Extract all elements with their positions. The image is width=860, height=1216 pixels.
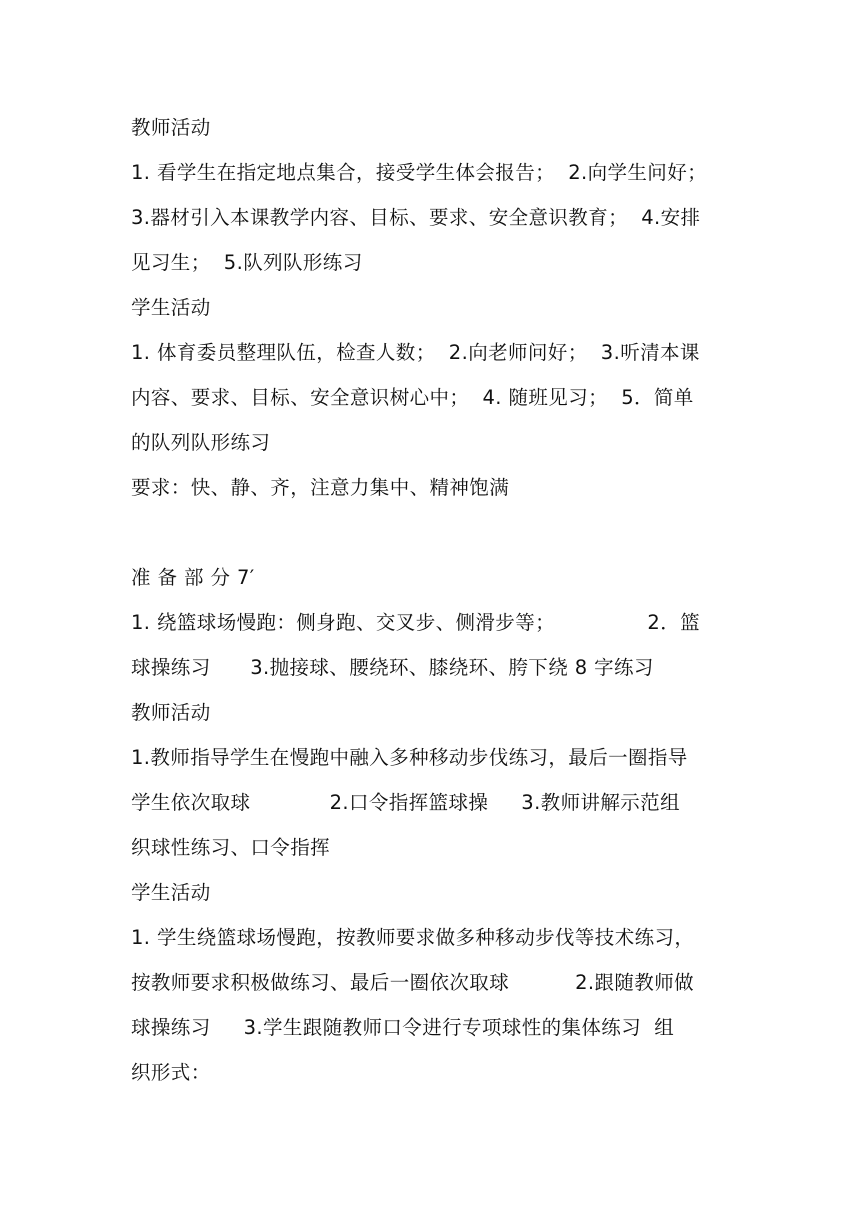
text-line: 按教师要求积极做练习、最后一圈依次取球 2.跟随教师做 — [131, 971, 694, 994]
heading-teacher-activity-1: 教师活动 — [131, 116, 211, 139]
text-line: 3.器材引入本课教学内容、目标、要求、安全意识教育； 4.安排 — [131, 206, 701, 229]
text-line: 1. 看学生在指定地点集合，接受学生体会报告； 2.向学生问好； — [131, 161, 708, 184]
text-line: 1. 体育委员整理队伍，检查人数； 2.向老师问好； 3.听清本课 — [131, 341, 700, 364]
requirement-line: 要求：快、静、齐，注意力集中、精神饱满 — [131, 476, 510, 499]
text-line: 球操练习 3.学生跟随教师口令进行专项球性的集体练习 组 — [131, 1016, 675, 1039]
text-line: 的队列队形练习 — [131, 431, 271, 454]
heading-student-activity-2: 学生活动 — [131, 881, 211, 904]
text-line: 见习生； 5.队列队形练习 — [131, 251, 363, 274]
text-line: 织球性练习、口令指挥 — [131, 836, 331, 859]
text-line: 学生依次取球 2.口令指挥篮球操 3.教师讲解示范组 — [131, 791, 680, 814]
heading-teacher-activity-2: 教师活动 — [131, 701, 211, 724]
text-line: 织形式： — [131, 1061, 211, 1084]
text-line: 1.教师指导学生在慢跑中融入多种移动步伐练习，最后一圈指导 — [131, 746, 688, 769]
text-line: 1. 学生绕篮球场慢跑，按教师要求做多种移动步伐等技术练习， — [131, 926, 695, 949]
heading-student-activity-1: 学生活动 — [131, 296, 211, 319]
section-title-preparation: 准 备 部 分 7′ — [131, 566, 255, 589]
text-line: 内容、要求、目标、安全意识树心中； 4. 随班见习； 5．简单 — [131, 386, 694, 409]
text-line: 球操练习 3.抛接球、腰绕环、膝绕环、胯下绕 8 字练习 — [131, 656, 654, 679]
text-line: 1. 绕篮球场慢跑：侧身跑、交叉步、侧滑步等； 2．篮 — [131, 611, 700, 634]
